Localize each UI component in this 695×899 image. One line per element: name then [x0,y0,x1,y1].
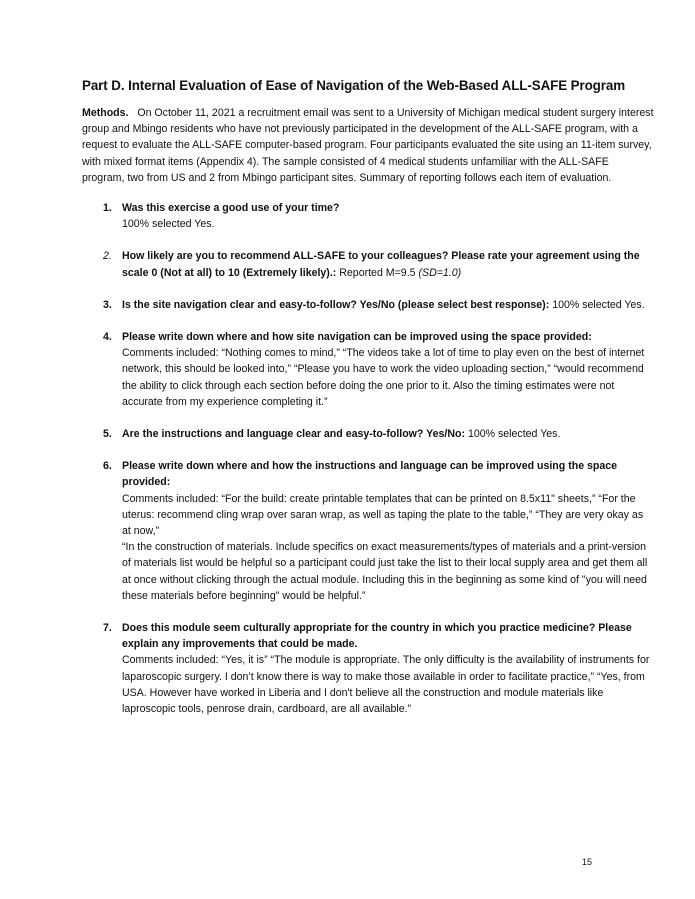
evaluation-item-2 [82,248,654,280]
document-page [82,78,654,733]
item-number: 6. [103,460,112,473]
section-title: Part D. Internal Evaluation of Ease of Navigation of the Web-Based ALL-SAFE Program [82,78,626,93]
methods-text: On October 11, 2021 a recruitment email was sent to a University of Michigan medical student surgery interest group and Mbingo residents who have not previously participated in the development of the ALL-SAFE program, with a request to evaluate the ALL-SAFE computer-based program. Four participants evaluated the site using an 11-item survey, with mixed format items (Appendix 4). The sample consisted of 4 medical students unfamiliar with the ALL-SAFE program, two from US and 2 from Mbingo participant sites. Summary of reporting follows each item of evaluation. [82,107,654,184]
page-number: 15 [582,857,593,867]
evaluation-item-5 [82,426,654,442]
methods-label: Methods. [82,107,129,119]
evaluation-item-7 [82,620,654,717]
item-number: 5. [103,428,112,441]
item-number: 7. [103,622,112,635]
item-question: Is the site navigation clear and easy-to-follow? Yes/No (please select best response): [122,298,550,311]
item-answer: Reported M=9.5 [339,266,416,279]
evaluation-item-3 [82,297,654,313]
item-answer-continued: “In the construction of materials. Include specifics on exact measurements/types of materials and a print-version of materials list would be helpful so a participant could just take the list to their local supply area and get them all at once without clicking through the actual module. Including this in the beginning as some kind of "you will need these materials before beginning" would be helpful.” [122,541,648,602]
evaluation-item-6 [82,458,654,604]
item-question: Does this module seem culturally appropriate for the country in which you practice medicine? Please explain any improvements that could be made. [122,622,632,651]
item-answer: Comments included: “Yes, it is” “The module is appropriate. The only difficulty is the availability of instruments for laparoscopic surgery. I don’t know there is way to make those available in order to facilitate practice,” “Yes, from USA. However have worked in Liberia and I don't believe all the construction and module materials like laproscopic tools, penrose drain, cardboard, are all available.” [122,654,650,716]
item-number: 2. [103,250,112,263]
item-number: 4. [103,331,112,344]
evaluation-items [82,200,654,717]
evaluation-item-4 [82,329,654,410]
item-number: 3. [103,298,112,311]
item-question: Please write down where and how site navigation can be improved using the space provided: [122,331,592,344]
evaluation-item-1 [82,200,654,232]
item-answer: 100% selected Yes. [467,428,561,441]
item-question: Please write down where and how the instructions and language can be improved using the space provided: [122,460,618,489]
item-answer: Comments included: “Nothing comes to mind,” “The videos take a lot of time to play even on the best of internet network, this should be looked into,” “Please you have to work the video uploading section,” “would recommend the ability to click through each section before doing the one prior to it. Also the timing estimates were not accurate from my experience completing it.” [122,347,645,408]
methods-paragraph [82,105,654,186]
item-answer-sd: (SD=1.0) [418,266,462,279]
item-number: 1. [103,202,112,215]
item-answer: 100% selected Yes. [122,218,215,231]
item-answer: Comments included: “For the build: create printable templates that can be printed on 8.5x11" sheets,” “For the uterus: recommend cling wrap over saran wrap, as well as taping the plate to the table,” “They are very okay as at now,” [122,492,644,538]
item-question: How likely are you to recommend ALL-SAFE to your colleagues? Please rate your agreement using the scale 0 (Not at all) to 10 (Extremely likely).: [122,250,640,279]
item-question: Are the instructions and language clear and easy-to-follow? Yes/No: [122,428,465,441]
item-answer: 100% selected Yes. [552,298,645,311]
item-question: Was this exercise a good use of your time? [122,202,340,215]
